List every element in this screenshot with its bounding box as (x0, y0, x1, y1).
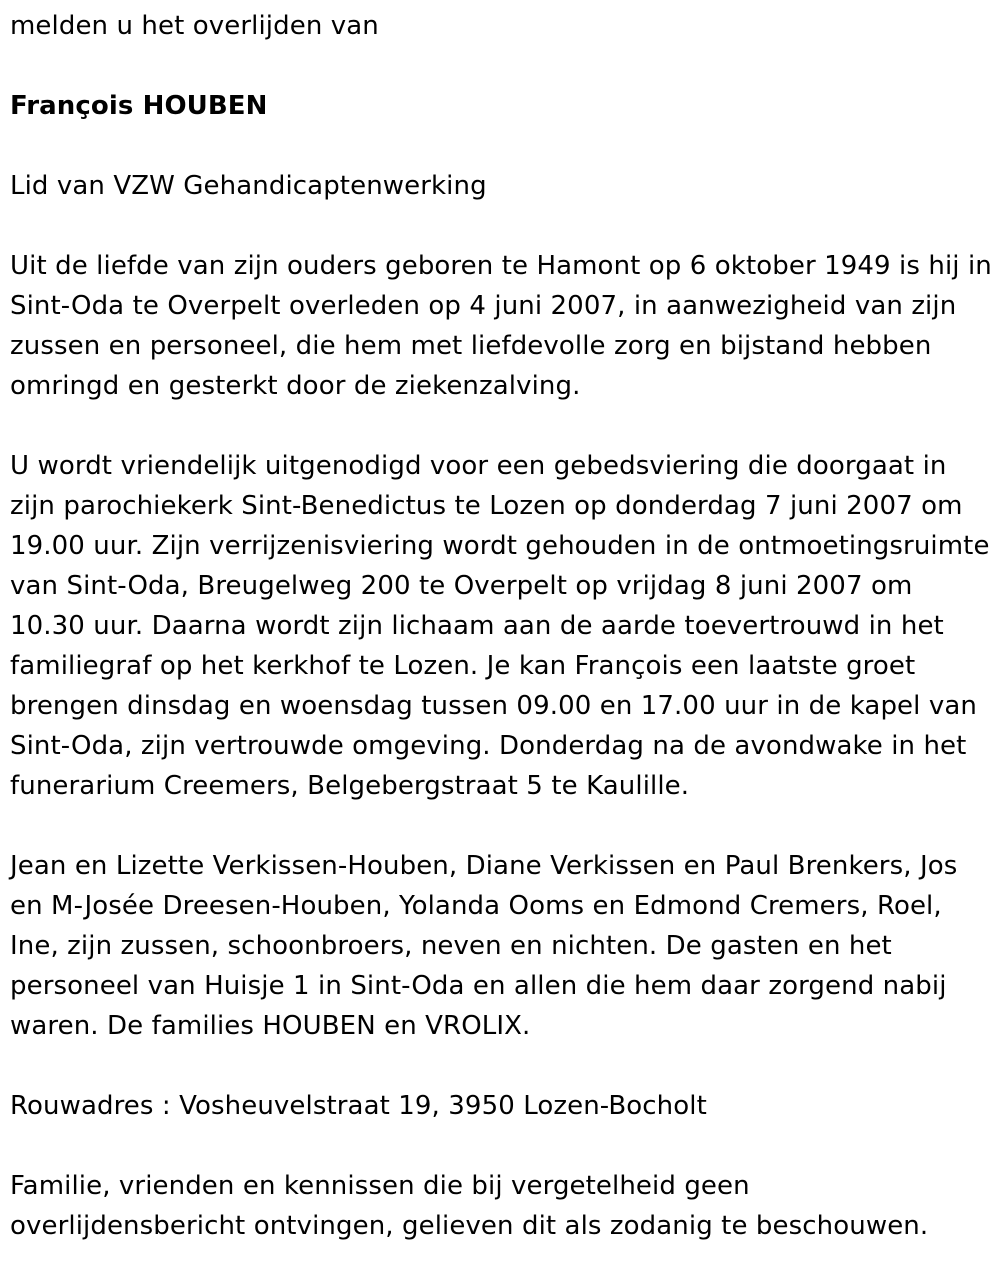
closing-note: Familie, vrienden en kennissen die bij vergetelheid geen overlijdensbericht ontvingen, gelieven dit als zodanig te beschouwen. (10, 1171, 929, 1241)
birth-death-paragraph: Uit de liefde van zijn ouders geboren te Hamont op 6 oktober 1949 is hij in Sint-Oda te Overpelt overleden op 4 juni 2007, in aanwezigheid van zijn zussen en personeel, die hem met liefdevolle zorg en bijstand hebben omringd en gesterkt door de ziekenzalving. (10, 251, 992, 401)
mourning-address: Rouwadres : Vosheuvelstraat 19, 3950 Lozen-Bocholt (10, 1091, 707, 1121)
deceased-name: François HOUBEN (10, 91, 268, 121)
intro-line: melden u het overlijden van (10, 11, 379, 41)
family-paragraph: Jean en Lizette Verkissen-Houben, Diane Verkissen en Paul Brenkers, Jos en M-Josée Dreesen-Houben, Yolanda Ooms en Edmond Cremers, Roel, Ine, zijn zussen, schoonbroers, neven en nichten. De gasten en het personeel van Huisje 1 in Sint-Oda en allen die hem daar zorgend nabij waren. De families HOUBEN en VROLIX. (10, 851, 958, 1041)
ceremony-paragraph: U wordt vriendelijk uitgenodigd voor een gebedsviering die doorgaat in zijn parochiekerk Sint-Benedictus te Lozen op donderdag 7 juni 2007 om 19.00 uur. Zijn verrijzenisviering wordt gehouden in de ontmoetingsruimte van Sint-Oda, Breugelweg 200 te Overpelt op vrijdag 8 juni 2007 om 10.30 uur. Daarna wordt zijn lichaam aan de aarde toevertrouwd in het familiegraf op het kerkhof te Lozen. Je kan François een laatste groet brengen dinsdag en woensdag tussen 09.00 en 17.00 uur in de kapel van Sint-Oda, zijn vertrouwde omgeving. Donderdag na de avondwake in het funerarium Creemers, Belgebergstraat 5 te Kaulille. (10, 451, 990, 801)
obituary-document (10, 6, 992, 1246)
membership-line: Lid van VZW Gehandicaptenwerking (10, 171, 487, 201)
